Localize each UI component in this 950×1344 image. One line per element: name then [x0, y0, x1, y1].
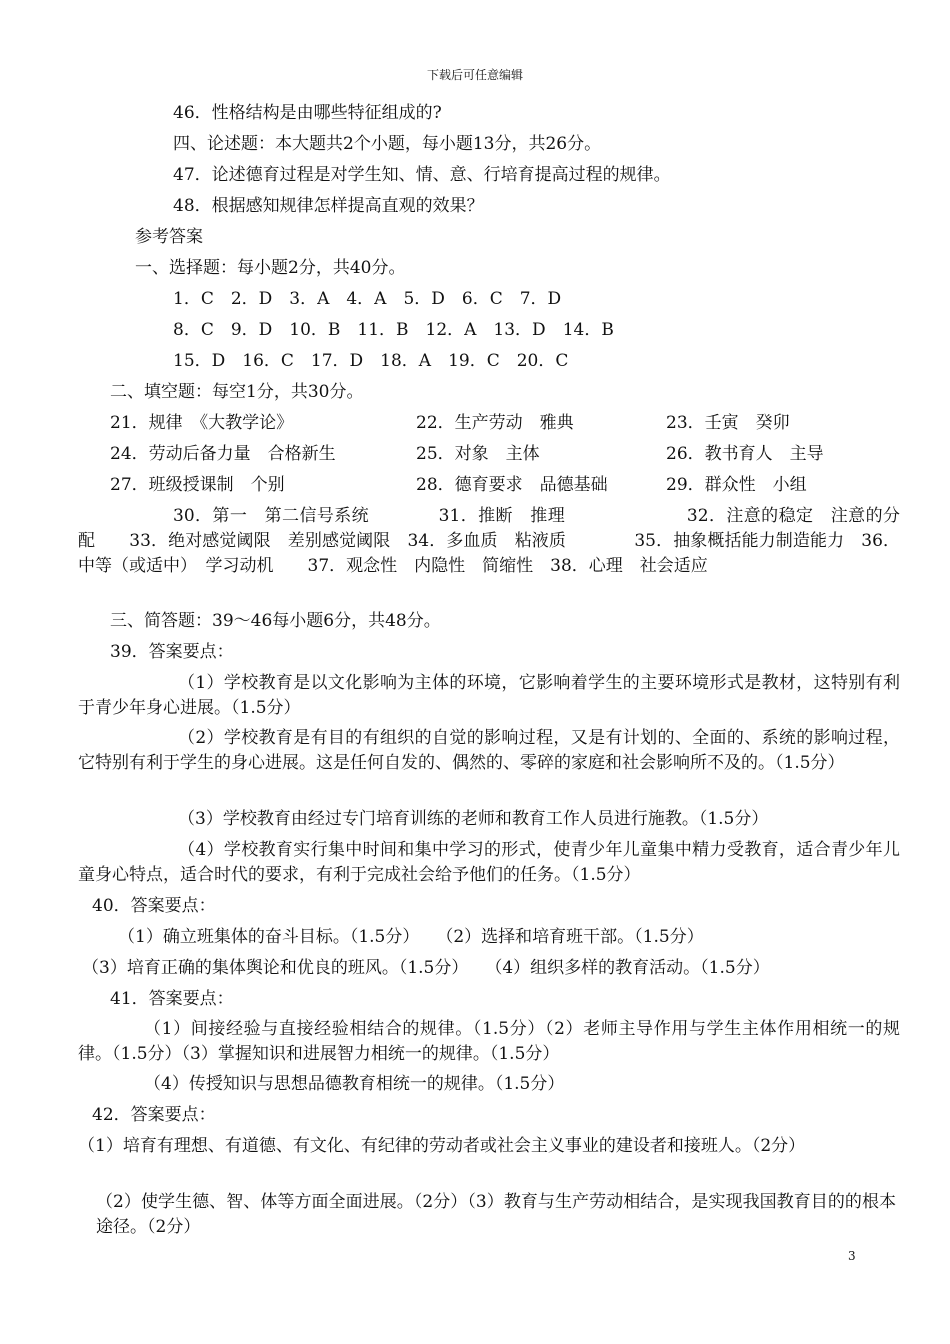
answer-39-point-3: （3）学校教育由经过专门培育训练的老师和教育工作人员进行施教。（1.5分） — [178, 809, 769, 829]
page-number: 3 — [848, 1249, 856, 1263]
section-4-title: 四、论述题：本大题共2个小题，每小题13分，共26分。 — [173, 134, 602, 154]
section-2-title: 二、填空题：每空1分，共30分。 — [110, 382, 364, 402]
answer-42-label: 42．答案要点： — [92, 1105, 216, 1125]
answer-41-point-1: （1）间接经验与直接经验相结合的规律。（1.5分）（2）老师主导作用与学生主体作用相统一的规律。（1.5分）（3）掌握知识和进展智力相统一的规律。（1.5分） — [78, 1019, 900, 1064]
answer-39-point-1: （1）学校教育是以文化影响为主体的环境，它影响着学生的主要环境形式是教材，这特别有利于青少年身心进展。（1.5分） — [78, 673, 900, 718]
answer-40-line-2: （3）培育正确的集体舆论和优良的班风。（1.5分） （4）组织多样的教育活动。（1.5分） — [82, 958, 770, 978]
fill-29: 29．群众性 小组 — [666, 475, 807, 495]
question-48: 48．根据感知规律怎样提高直观的效果？ — [173, 196, 484, 216]
answer-42-point-2: （2）使学生德、智、体等方面全面进展。（2分）（3）教育与生产劳动相结合，是实现我国教育目的的根本途径。（2分） — [96, 1192, 896, 1237]
answer-39-point-2: （2）学校教育是有目的有组织的自觉的影响过程，又是有计划的、全面的、系统的影响过程，它特别有利于学生的身心进展。这是任何自发的、偶然的、零碎的家庭和社会影响所不及的。（1.5分） — [78, 728, 900, 773]
question-46: 46．性格结构是由哪些特征组成的? — [173, 103, 442, 123]
choice-row-1: 1．C 2．D 3．A 4．A 5．D 6．C 7．D — [173, 289, 562, 309]
fill-21: 21．规律 《大教学论》 — [110, 413, 294, 433]
answer-42-point-1: （1）培育有理想、有道德、有文化、有纪律的劳动者或社会主义事业的建设者和接班人。（2分） — [78, 1136, 806, 1156]
answer-41-label: 41．答案要点： — [110, 989, 234, 1009]
question-47: 47．论述德育过程是对学生知、情、意、行培育提高过程的规律。 — [173, 165, 671, 185]
fill-26: 26．教书育人 主导 — [666, 444, 824, 464]
section-1-title: 一、选择题：每小题2分，共40分。 — [135, 258, 406, 278]
fill-24: 24．劳动后备力量 合格新生 — [110, 444, 336, 464]
choice-row-2: 8．C 9．D 10．B 11．B 12．A 13．D 14．B — [173, 320, 614, 340]
choice-row-3: 15．D 16．C 17．D 18．A 19．C 20．C — [173, 351, 569, 371]
answer-40-label: 40．答案要点： — [92, 896, 216, 916]
section-3-title: 三、简答题：39～46每小题6分，共48分。 — [110, 611, 441, 631]
fill-27: 27．班级授课制 个别 — [110, 475, 285, 495]
answer-39-point-4: （4）学校教育实行集中时间和集中学习的形式，使青少年儿童集中精力受教育，适合青少年儿童身心特点，适合时代的要求，有利于完成社会给予他们的任务。（1.5分） — [78, 840, 900, 885]
answer-41-point-4: （4）传授知识与思想品德教育相统一的规律。（1.5分） — [144, 1074, 565, 1094]
answer-39-label: 39．答案要点： — [110, 642, 234, 662]
page-header: 下载后可任意编辑 — [426, 68, 523, 82]
fill-22: 22．生产劳动 雅典 — [416, 413, 574, 433]
answer-40-line-1: （1）确立班集体的奋斗目标。（1.5分） （2）选择和培育班干部。（1.5分） — [118, 927, 704, 947]
answers-title: 参考答案 — [135, 227, 203, 247]
fill-25: 25．对象 主体 — [416, 444, 540, 464]
fill-28: 28．德育要求 品德基础 — [416, 475, 608, 495]
fill-23: 23．壬寅 癸卯 — [666, 413, 790, 433]
fill-30-38: 30．第一 第二信号系统 31．推断 推理 32．注意的稳定 注意的分配 33．绝对感觉阈限 差别感觉阈限 34．多血质 粘液质 35．抽象概括能力制造能力 36．中等（或适中） 学习动机 37．观念性 内隐性 简缩性 38．心理 社会适应 — [78, 506, 900, 576]
